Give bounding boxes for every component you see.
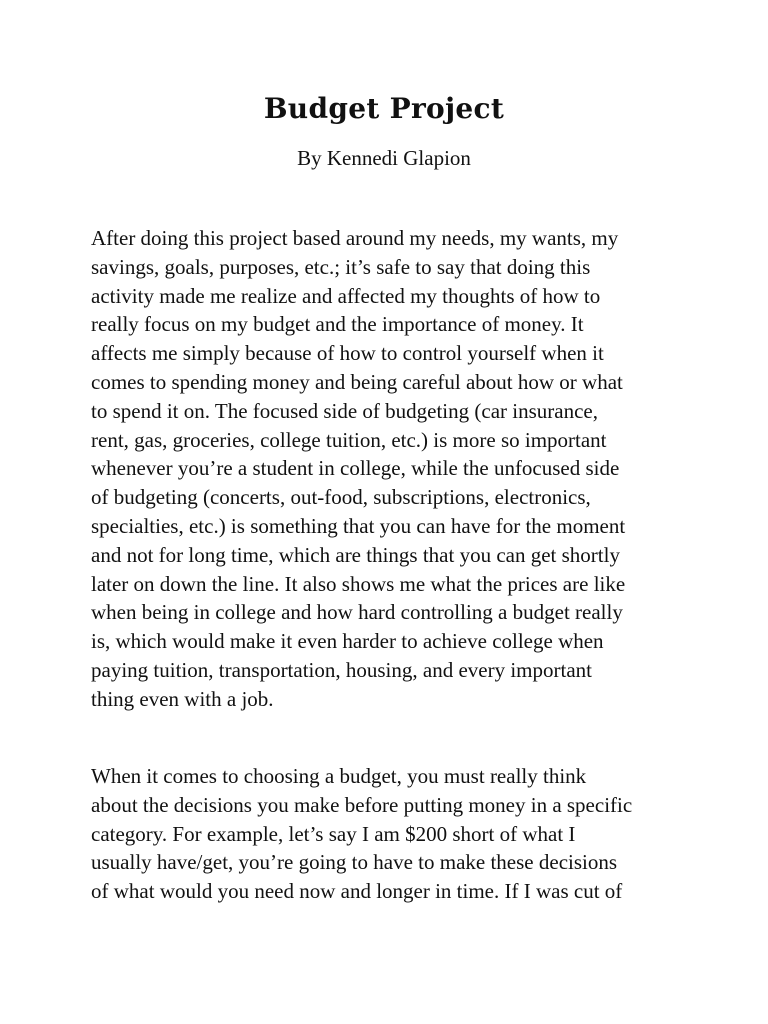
- text-line: thing even with a job.: [91, 686, 274, 711]
- text-line: of budgeting (concerts, out-food, subscriptions, electronics,: [91, 485, 591, 510]
- text-line: specialties, etc.) is something that you can have for the moment: [91, 513, 626, 538]
- text-line: When it comes to choosing a budget, you must really think: [91, 764, 587, 788]
- text-line: whenever you’re a student in college, while the unfocused side: [91, 456, 620, 481]
- text-line: about the decisions you make before putting money in a specific: [91, 792, 633, 817]
- text-line: to spend it on. The focused side of budgeting (car insurance,: [91, 398, 598, 423]
- author-byline: By Kennedi Glapion: [297, 146, 471, 170]
- text-line: activity made me realize and affected my thoughts of how to: [91, 283, 601, 308]
- paragraph-1: [91, 224, 691, 714]
- text-line: and not for long time, which are things that you can get shortly: [91, 542, 620, 567]
- text-line: savings, goals, purposes, etc.; it’s safe to say that doing this: [91, 254, 591, 279]
- text-line: usually have/get, you’re going to have to make these decisions: [91, 850, 618, 875]
- paragraph-2: [91, 762, 691, 906]
- document-title: Budget Project: [263, 92, 505, 125]
- text-line: really focus on my budget and the importance of money. It: [91, 312, 584, 337]
- text-line: comes to spending money and being careful about how or what: [91, 369, 623, 394]
- text-line: later on down the line. It also shows me what the prices are like: [91, 571, 626, 596]
- text-line: paying tuition, transportation, housing, and every important: [91, 657, 592, 682]
- text-line: category. For example, let’s say I am $200 short of what I: [91, 821, 576, 846]
- text-line: when being in college and how hard controlling a budget really: [91, 600, 623, 625]
- text-line: of what would you need now and longer in time. If I was cut of: [91, 879, 623, 904]
- text-line: is, which would make it even harder to achieve college when: [91, 629, 604, 654]
- text-line: After doing this project based around my needs, my wants, my: [91, 226, 619, 250]
- text-line: affects me simply because of how to control yourself when it: [91, 341, 604, 366]
- text-line: rent, gas, groceries, college tuition, etc.) is more so important: [91, 427, 607, 452]
